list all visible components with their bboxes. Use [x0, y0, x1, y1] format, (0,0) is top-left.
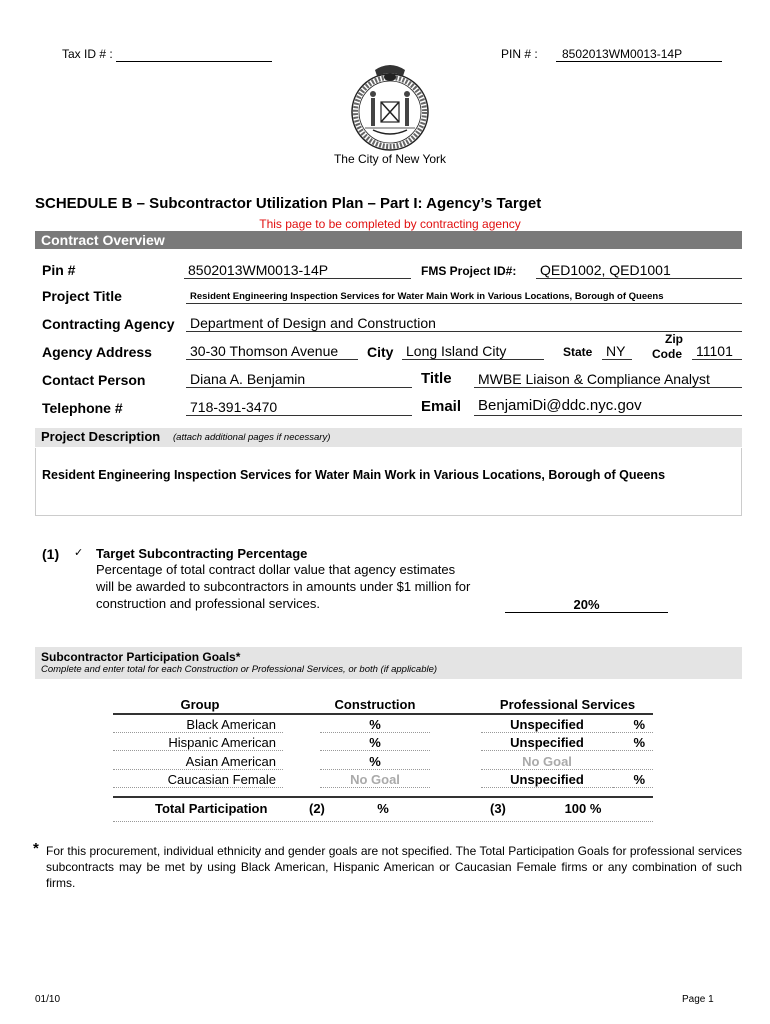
- table-row: [113, 716, 653, 735]
- project-description-bar: [35, 428, 742, 447]
- row-professional[interactable]: Unspecified: [481, 717, 613, 733]
- city-seal-icon: [345, 62, 435, 152]
- row-group: Hispanic American: [113, 735, 283, 751]
- row-prof-pct: %: [613, 717, 653, 733]
- title-label: Title: [421, 370, 452, 387]
- goals-bar: [35, 647, 742, 679]
- row-construction[interactable]: %: [320, 754, 430, 770]
- row-prof-pct: [613, 754, 653, 770]
- table-row: [113, 734, 653, 753]
- state-input[interactable]: NY: [602, 343, 632, 360]
- row-professional[interactable]: Unspecified: [481, 735, 613, 751]
- table-row: [113, 771, 653, 790]
- footnote-star: *: [33, 840, 39, 857]
- address-label: Agency Address: [42, 344, 152, 360]
- state-label: State: [563, 345, 593, 359]
- goals-heading: Subcontractor Participation Goals*: [41, 650, 241, 664]
- project-description-box[interactable]: [35, 448, 742, 516]
- total-construction[interactable]: %: [377, 801, 389, 816]
- col-professional-header: Professional Services: [499, 697, 636, 712]
- total-divider: [113, 796, 653, 798]
- pin-field[interactable]: 8502013WM0013-14P: [556, 47, 722, 62]
- zip-label-1: Zip: [665, 332, 683, 346]
- total-num-2: (2): [309, 801, 325, 816]
- target-heading: Target Subcontracting Percentage: [96, 546, 308, 561]
- email-input[interactable]: BenjamiDi@ddc.nyc.gov: [474, 397, 742, 416]
- pin-input[interactable]: 8502013WM0013-14P: [184, 262, 411, 279]
- target-number: (1): [42, 546, 60, 562]
- zip-label-2: Code: [652, 347, 682, 361]
- agency-input[interactable]: Department of Design and Construction: [186, 315, 742, 332]
- contract-overview-bar: [35, 231, 742, 249]
- city-input[interactable]: Long Island City: [402, 343, 544, 360]
- title-input[interactable]: MWBE Liaison & Compliance Analyst: [474, 371, 742, 388]
- table-row: [113, 753, 653, 772]
- total-label: Total Participation: [155, 801, 268, 816]
- zip-input[interactable]: 11101: [692, 343, 742, 360]
- address-input[interactable]: 30-30 Thomson Avenue: [186, 343, 358, 360]
- target-line-1: Percentage of total contract dollar value that agency estimates: [96, 562, 456, 577]
- page-subtitle: This page to be completed by contracting agency: [259, 217, 521, 231]
- footnote-text: For this procurement, individual ethnicity and gender goals are not specified. The Total Participation Goals for professional services subcontracts may be met by using Black American, Hispanic American or Caucasian Female firms or any combination of such firms.: [46, 844, 742, 890]
- target-value[interactable]: 20%: [505, 597, 668, 613]
- row-group: Asian American: [113, 754, 283, 770]
- city-label: City: [367, 344, 394, 360]
- page-title: SCHEDULE B – Subcontractor Utilization Plan – Part I: Agency’s Target: [35, 195, 542, 212]
- phone-label: Telephone #: [42, 400, 123, 416]
- pin-row-label: Pin #: [42, 262, 76, 278]
- row-prof-pct: %: [613, 772, 653, 788]
- row-group: Black American: [113, 717, 283, 733]
- project-description-text: Resident Engineering Inspection Services for Water Main Work in Various Locations, Borough of Queens: [42, 468, 666, 482]
- row-prof-pct: %: [613, 735, 653, 751]
- project-title-label: Project Title: [42, 288, 122, 304]
- tax-id-label: Tax ID # :: [62, 47, 113, 61]
- pin-label: PIN # :: [501, 47, 538, 61]
- row-construction[interactable]: %: [320, 735, 430, 751]
- fms-input[interactable]: QED1002, QED1001: [536, 262, 742, 279]
- goals-note: Complete and enter total for each Construction or Professional Services, or both (if applicable): [41, 664, 438, 675]
- tax-id-field[interactable]: [116, 47, 272, 62]
- phone-input[interactable]: 718-391-3470: [186, 399, 412, 416]
- email-label: Email: [421, 398, 462, 415]
- project-description-note: (attach additional pages if necessary): [173, 432, 331, 443]
- row-group: Caucasian Female: [113, 772, 283, 788]
- target-line-2: will be awarded to subcontractors in amounts under $1 million for: [96, 579, 471, 594]
- col-group-header: Group: [180, 697, 220, 712]
- row-professional[interactable]: Unspecified: [481, 772, 613, 788]
- row-construction[interactable]: %: [320, 717, 430, 733]
- project-title-input[interactable]: Resident Engineering Inspection Services for Water Main Work in Various Locations, Borough of Queens: [186, 290, 742, 304]
- row-construction[interactable]: No Goal: [320, 772, 430, 788]
- goals-rows: [113, 716, 653, 792]
- agency-label: Contracting Agency: [42, 316, 175, 332]
- total-professional[interactable]: 100 %: [564, 801, 602, 816]
- target-line-3: construction and professional services.: [96, 596, 321, 611]
- target-check-icon: ✓: [74, 547, 84, 559]
- total-bottom-divider: [113, 821, 653, 822]
- col-construction-header: Construction: [334, 697, 416, 712]
- total-num-3: (3): [490, 801, 506, 816]
- project-description-heading: Project Description: [41, 429, 161, 444]
- contact-label: Contact Person: [42, 372, 146, 388]
- footer-right: Page 1: [682, 994, 714, 1005]
- footer-left: 01/10: [35, 994, 61, 1005]
- header-divider: [113, 713, 653, 715]
- total-row: [113, 800, 653, 820]
- seal-caption: The City of New York: [333, 152, 447, 166]
- row-professional[interactable]: No Goal: [481, 754, 613, 770]
- contact-input[interactable]: Diana A. Benjamin: [186, 371, 412, 388]
- contract-overview-heading: Contract Overview: [41, 232, 165, 248]
- city-seal: [345, 62, 435, 152]
- fms-label: FMS Project ID#:: [421, 264, 517, 278]
